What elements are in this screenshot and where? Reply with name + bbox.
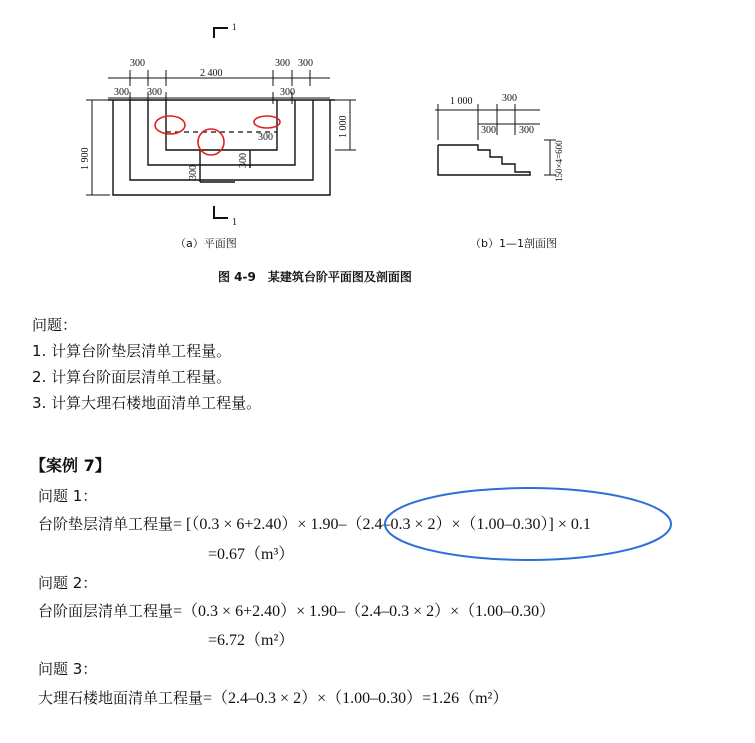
sec-dim-300-top: 300 [502,93,517,104]
figure-title: 图 4-9 某建筑台阶平面图及剖面图 [218,270,412,284]
case-q2-formula [38,598,555,621]
section-dimension-lines [435,104,556,175]
dim-inner-300-b: 300 [147,87,162,98]
section-profile [438,145,530,175]
dim-300-a: 300 [130,58,145,69]
case-title: 【案例 7】 [30,456,111,475]
caption-section: （b）1—1剖面图 [470,237,557,250]
case-q1-expr: = [（0.3 × 6+2.40）× 1.90–（2.4–0.3 × 2）×（1.00–0.30）] × 0.1 [173,516,591,533]
section-mark-bottom [214,206,237,228]
dim-300-d: 300 [298,58,313,69]
sec-dim-1000: 1 000 [450,96,473,107]
case-q2-expr: =（0.3 × 6+2.40）× 1.90–（2.4–0.3 × 2）×（1.00–0.30） [173,603,556,620]
dim-bottom-300-a: 300 [188,165,199,180]
dim-1000: 1 000 [338,115,349,138]
section-mark-top [214,22,237,38]
sec-dim-300-b: 300 [519,125,534,136]
section-mark-bottom-label: 1 [232,217,237,228]
plan-steps [108,100,335,195]
case-q3-label: 问题 3： [38,660,98,678]
case-q1-label: 问题 1： [38,487,98,505]
question-item-1: 1. 计算台阶垫层清单工程量。 [32,342,232,360]
dim-bottom-300-b: 300 [238,153,249,168]
sec-dim-300-a: 300 [481,125,496,136]
red-circle-3 [254,116,280,128]
dim-mid-300: 300 [258,132,273,143]
case-q1-result: =0.67（m³） [208,546,295,563]
section-mark-top-label: 1 [232,22,237,32]
case-q1-name: 台阶垫层清单工程量 [38,515,174,533]
blue-annotation [380,480,680,570]
case-q3-formula [38,685,508,708]
dim-inner-300-c: 300 [280,87,295,98]
caption-plan: （a）平面图 [175,237,237,250]
case-q3-expr: =（2.4–0.3 × 2）×（1.00–0.30）=1.26（m²） [203,690,509,707]
sec-dim-vert: 150×4=600 [554,140,564,182]
dim-2400: 2 400 [200,68,223,79]
dim-300-c: 300 [275,58,290,69]
question-item-3: 3. 计算大理石楼地面清单工程量。 [32,394,262,412]
dim-inner-300-a: 300 [114,87,129,98]
red-circle-1 [155,116,185,134]
questions-heading: 问题： [32,316,78,334]
case-q2-name: 台阶面层清单工程量 [38,602,174,620]
dim-1900: 1 900 [80,147,91,170]
figure-drawings [0,0,755,300]
blue-ellipse [385,488,671,560]
section-dimension-texts [450,93,564,182]
question-item-2: 2. 计算台阶面层清单工程量。 [32,368,232,386]
case-q2-result: =6.72（m²） [208,632,295,649]
case-q3-name: 大理石楼地面清单工程量 [38,689,204,707]
red-circle-2 [198,129,224,155]
case-q2-label: 问题 2： [38,574,98,592]
plan-dimension-texts [80,58,349,180]
